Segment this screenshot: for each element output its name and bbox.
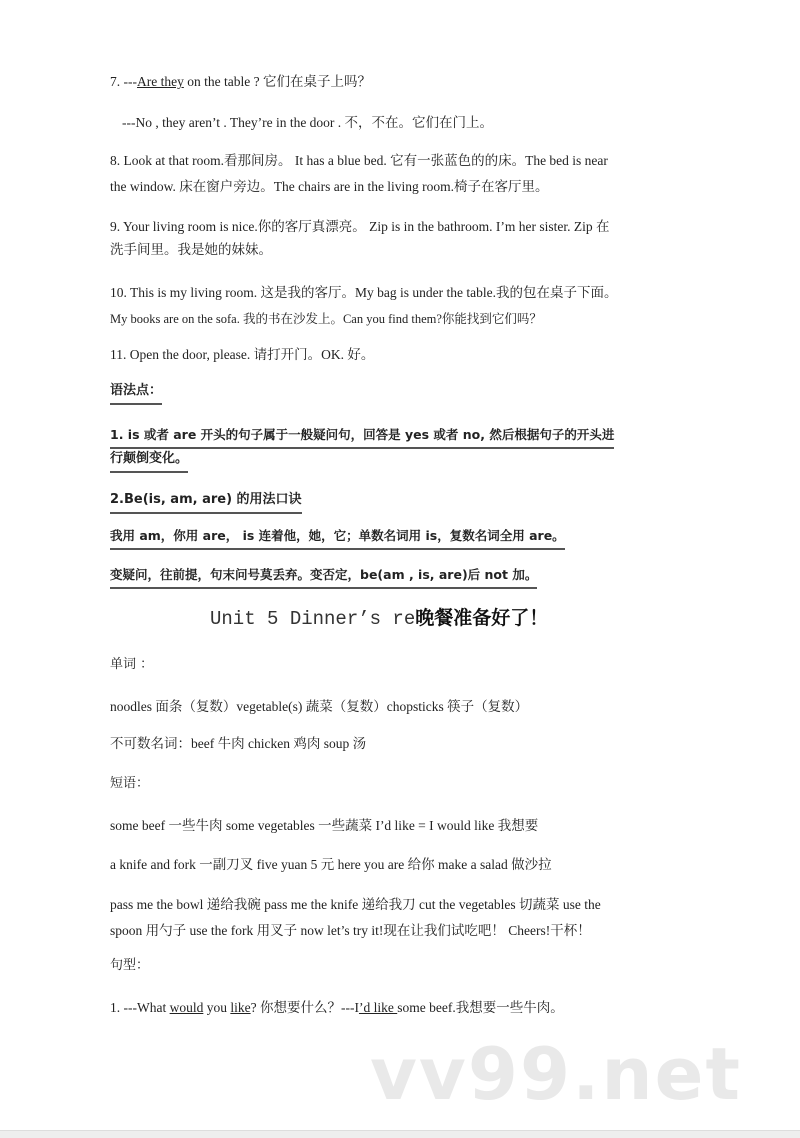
phrases-line-1: some beef 一些牛肉 some vegetables 一些蔬菜 I’d like = I would like 我想要 (110, 818, 539, 833)
underlined-text: Are they (137, 74, 184, 89)
grammar-point-1-line2: 行颠倒变化。 (110, 450, 188, 473)
sentence-7-question (110, 73, 371, 91)
vocab-heading: 单词 ： (110, 657, 154, 672)
grammar-point-1-line1: 1. is 或者 are 开头的句子属于一般疑问句，回答是 yes 或者 no, 然后根据句子的开头进 (110, 426, 614, 449)
unit-title (210, 606, 548, 631)
watermark: vv99.net (370, 1032, 742, 1116)
grammar-rhyme-1: 我用 am，你用 are， is 连着他，她，它；单数名词用 is，复数名词全用 are。 (110, 527, 565, 550)
phrases-line-2: a knife and fork 一副刀叉 five yuan 5 元 here you are 给你 make a salad 做沙拉 (110, 857, 552, 872)
text: 7. --- (110, 74, 137, 89)
sentences-heading: 句型： (110, 958, 150, 973)
text: 1. ---What (110, 1000, 170, 1015)
grammar-rhyme-2: 变疑问，往前提，句末问号莫丢弃。变否定，be(am , is, are)后 not 加。 (110, 566, 537, 589)
sentence-10-line2: My books are on the sofa. 我的书在沙发上。Can you find them?你能找到它们吗？ (110, 312, 542, 326)
underlined-text: like (230, 1000, 251, 1015)
text: ? 你想要什么？---I (250, 1000, 359, 1015)
sentence-11: 11. Open the door, please. 请打开门。OK. 好。 (110, 347, 375, 362)
text: you (203, 1000, 231, 1015)
sentence-8-line1: 8. Look at that room.看那间房。 It has a blue bed. 它有一张蓝色的的床。The bed is near (110, 153, 608, 168)
phrases-line-4: spoon 用勺子 use the fork 用叉子 now let’s try it!现在让我们试吃吧！ Cheers!干杯！ (110, 923, 591, 938)
sentence-9-line2: 洗手间里。我是她的妹妹。 (110, 242, 272, 257)
phrases-heading: 短语： (110, 776, 150, 791)
unit-title-zh: 晚餐准备好了！ (415, 607, 549, 629)
underlined-text: ’d like (358, 1000, 398, 1015)
text: some beef.我想要一些牛肉。 (397, 1000, 564, 1015)
sentence-10-line1: 10. This is my living room. 这是我的客厅。My bag is under the table.我的包在桌子下面。 (110, 285, 618, 300)
vocab-line-2: 不可数名词：beef 牛肉 chicken 鸡肉 soup 汤 (110, 736, 367, 751)
sentence-7-answer: ---No , they aren’t . They’re in the door . 不，不在。它们在门上。 (122, 115, 494, 130)
phrases-line-3: pass me the bowl 递给我碗 pass me the knife 递给我刀 cut the vegetables 切蔬菜 use the (110, 897, 601, 912)
unit-title-en: Unit 5 Dinner’s re (210, 608, 416, 630)
grammar-heading: 语法点： (110, 382, 162, 405)
text: on the table ? 它们在桌子上吗？ (183, 74, 371, 89)
vocab-line-1: noodles 面条（复数）vegetable(s) 蔬菜（复数）chopsticks 筷子（复数） (110, 699, 529, 714)
sentence-8-line2: the window. 床在窗户旁边。The chairs are in the living room.椅子在客厅里。 (110, 179, 549, 194)
sentence-pattern-1 (110, 999, 564, 1017)
underlined-text: would (169, 1000, 204, 1015)
grammar-point-2: 2.Be(is, am, are) 的用法口诀 (110, 491, 302, 514)
sentence-9-line1: 9. Your living room is nice.你的客厅真漂亮。 Zip is in the bathroom. I’m her sister. Zip 在 (110, 219, 610, 234)
